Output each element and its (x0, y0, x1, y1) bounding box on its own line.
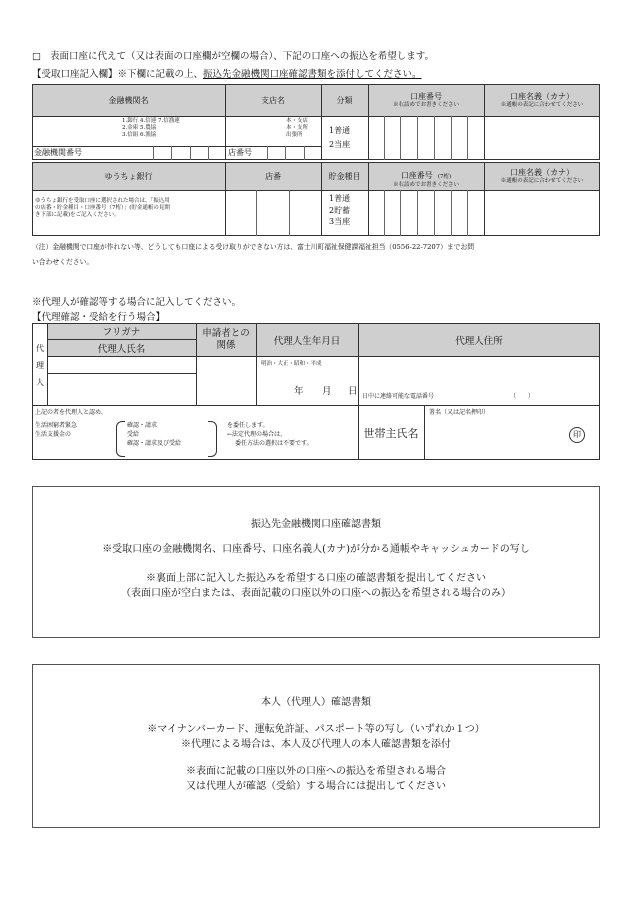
era-options[interactable]: 明治・大正・昭和・平成 (261, 361, 322, 367)
col-holder-note: ※通帳の表記に合わせてください (500, 101, 584, 108)
yucho-col-holder-note: ※通帳の表記に合わせてください (500, 177, 584, 184)
yucho-holder-input[interactable] (485, 191, 599, 235)
intro-line (32, 48, 434, 62)
yucho-type-touza[interactable]: 3当座 (329, 217, 351, 227)
col-yucho: ゆうちょ銀行 (104, 171, 153, 181)
bank-types-row3: 3.信組 6.漁協 (122, 132, 157, 139)
bank-doc-title: 振込先金融機関口座確認書類 (251, 519, 381, 530)
option-confirm-request[interactable]: 確認・請求 (127, 422, 158, 429)
birth-header: 代理人生年月日 (273, 335, 341, 347)
account-number-input[interactable] (368, 116, 484, 160)
yucho-col-holder: 口座名義（カナ） (510, 167, 574, 177)
entrust-line2: ←法定代理の場合は、 (227, 431, 287, 438)
bank-doc-line2: ※裏面上部に記入した振込みを希望する口座の確認書類を提出してください (146, 573, 486, 584)
yucho-account-input[interactable] (368, 190, 484, 236)
yucho-desc-line2: の店番・貯金種目・口座番号（7桁）」(貯金通帳の見開 (35, 205, 170, 212)
branch-code-input[interactable] (267, 146, 322, 160)
agent-side-char2: 理 (36, 360, 44, 370)
agent-side-label (36, 341, 44, 391)
delegate-line1: 上記の者を代理人と認め、 (35, 409, 107, 416)
birth-month-label: 月 (322, 386, 332, 397)
id-doc-box (32, 664, 600, 828)
holder-input[interactable] (485, 117, 599, 159)
furigana-input[interactable] (48, 357, 195, 372)
receiving-heading-note: ※下欄に記載の上、 (117, 69, 204, 80)
agent-side-char3: 人 (36, 377, 44, 387)
receiving-heading (32, 66, 422, 80)
household-head-label: 世帯主氏名 (363, 426, 419, 440)
agent-name-header: 代理人氏名 (97, 343, 146, 355)
signature-label: 署名（又は記名押印） (429, 409, 490, 416)
bank-types-row2: 2.金庫 5.農協 (122, 125, 157, 132)
store-no-input[interactable] (225, 190, 321, 236)
receiving-heading-underlined: 振込先金融機関口座確認書類を添付してください。 (203, 69, 422, 80)
col-account-no: 口座番号 (410, 91, 442, 101)
id-doc-line2: ※代理による場合は、本人及び代理人の本人確認書類を添付 (181, 739, 451, 750)
note-line2: い合わせください。 (32, 257, 94, 266)
id-doc-line3: ※表面に記載の口座以外の口座への振込を希望される場合 (186, 766, 446, 777)
delegate-line2: 生活困窮者緊急 (35, 422, 78, 429)
yucho-type-futsu[interactable]: 1普通 (329, 194, 351, 203)
col-account-no-note: ※右詰めでお書きください (392, 101, 459, 108)
bank-doc-line1: ※受取口座の金融機関名、口座番号、口座名義人(カナ)が分かる通帳やキャッシュカードの写し (102, 544, 530, 555)
bank-name-input[interactable] (33, 117, 121, 145)
intro-text: 表面口座に代えて（又は表面の口座欄が空欄の場合）、下記の口座への振込を希望します。 (50, 51, 435, 62)
yucho-col-account-no: 口座番号 (400, 170, 433, 180)
yucho-desc-line3: き下部に記載)をご記入ください。 (35, 212, 120, 219)
agent-intro: ※代理人が確認等する場合に記入してください。 (32, 297, 242, 308)
option-receive[interactable]: 受給 (127, 431, 140, 438)
branch-types-row2: 本・支所 (286, 125, 309, 132)
branch-name-input[interactable] (226, 117, 284, 145)
seal-icon: 印 (569, 427, 585, 443)
yucho-col-account-digits: (7桁) (437, 173, 452, 180)
col-type: 分類 (336, 95, 353, 105)
id-doc-title: 本人（代理人）確認書類 (261, 697, 371, 708)
relation-header-line1: 申請者との (202, 327, 250, 339)
note-line1: （注）金融機関で口座が作れない等、どうしても口座による受け取りができない方は、富士川町福祉保健課福祉担当（0556-22-7207）までお問 (32, 243, 475, 251)
yucho-type-chochiku[interactable]: 2貯蓄 (329, 205, 351, 215)
col-branch: 支店名 (261, 95, 285, 105)
birth-day-label: 日 (348, 386, 358, 397)
agent-table (32, 323, 600, 460)
address-input[interactable] (359, 357, 599, 389)
col-holder: 口座名義（カナ） (510, 91, 574, 101)
col-savings-type: 貯金種目 (328, 171, 361, 181)
yucho-desc-line1: ゆうちょ銀行を受取口座に選択された場合は、「振込用 (35, 198, 170, 204)
address-header: 代理人住所 (455, 335, 503, 347)
yucho-table (32, 162, 600, 236)
type-touza[interactable]: 2当座 (329, 139, 351, 149)
branch-types-row3: 出張所 (286, 132, 303, 139)
agent-name-input[interactable] (48, 374, 195, 404)
bank-doc-box (32, 486, 600, 638)
relation-input[interactable] (197, 357, 255, 404)
furigana-header: フリガナ (102, 327, 141, 338)
yucho-col-account-note: ※右詰めでお書きください (392, 181, 459, 188)
bank-code-input[interactable] (153, 146, 226, 160)
receiving-heading-bracket: 【受取口座記入欄】 (32, 69, 118, 80)
col-store-no: 店番 (265, 171, 281, 181)
id-doc-line4: 又は代理人が確認（受給）する場合には提出してください (186, 781, 446, 792)
daytime-phone-label: 日中に連絡可能な電話番号 (362, 393, 435, 400)
option-confirm-request-receive[interactable]: 確認・請求及び受給 (127, 440, 182, 447)
bank-table (32, 84, 600, 160)
relation-header-line2: 関係 (216, 339, 236, 351)
id-doc-line1: ※マイナンバーカード、運転免許証、パスポート等の写し（いずれか１つ） (147, 724, 485, 735)
phone-input[interactable]: （ ） (510, 393, 535, 400)
agent-heading: 【代理確認・受給を行う場合】 (32, 312, 166, 323)
branch-types-row1: 本・支店 (286, 118, 309, 124)
type-futsu[interactable]: 1普通 (329, 126, 351, 135)
col-bank-name: 金融機関名 (108, 95, 149, 105)
bank-types-row1: 1.銀行 4.信連 7.信漁連 (122, 118, 180, 124)
agent-side-char1: 代 (36, 344, 44, 353)
bank-doc-line3: （表面口座が空白または、表面記載の口座以外の口座への振込を希望される場合のみ） (121, 588, 511, 599)
entrust-line3: 委任方法の選択は不要です。 (235, 440, 313, 447)
entrust-line1: を委任します。 (227, 422, 269, 429)
checkbox-icon[interactable]: □ (32, 51, 41, 62)
delegate-line3: 生活支援金の (35, 431, 72, 438)
birth-year-label: 年 (294, 386, 304, 397)
bank-code-label: 金融機関番号 (34, 148, 82, 157)
branch-code-label: 店番号 (228, 148, 252, 157)
